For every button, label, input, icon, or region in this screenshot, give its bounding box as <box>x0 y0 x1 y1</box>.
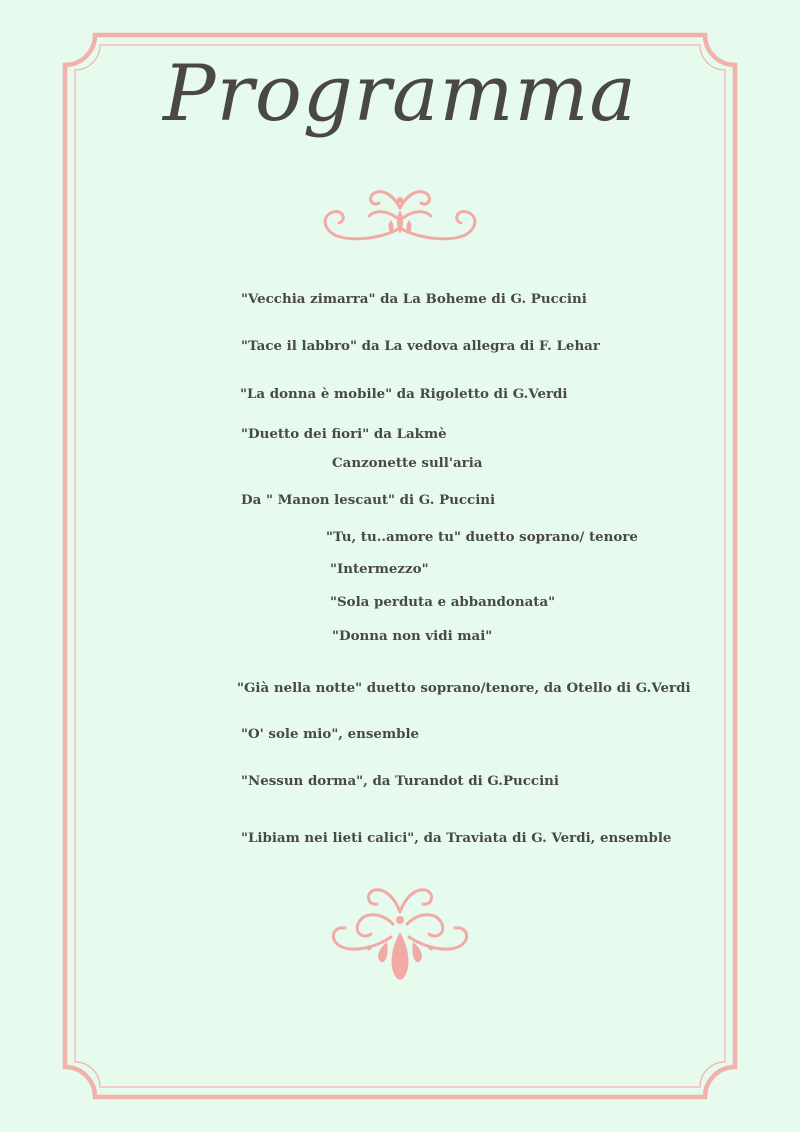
scroll-flourish-icon <box>315 180 485 250</box>
program-item: Canzonette sull'aria <box>332 455 483 471</box>
page-title: Programma <box>163 49 637 139</box>
program-item: "Intermezzo" <box>330 561 429 577</box>
program-item: "Vecchia zimarra" da La Boheme di G. Puccini <box>241 291 587 307</box>
program-item: "Tu, tu..amore tu" duetto soprano/ tenore <box>326 529 638 545</box>
damask-flourish-icon <box>325 882 475 984</box>
program-item: Da " Manon lescaut" di G. Puccini <box>241 492 496 508</box>
program-item: "Nessun dorma", da Turandot di G.Puccini <box>241 773 559 789</box>
program-item: "Tace il labbro" da La vedova allegra di F. Lehar <box>241 338 600 354</box>
program-item: "Sola perduta e abbandonata" <box>330 594 556 610</box>
program-item: "Libiam nei lieti calici", da Traviata di G. Verdi, ensemble <box>241 830 672 846</box>
program-item: "Già nella notte" duetto soprano/tenore, da Otello di G.Verdi <box>237 680 691 696</box>
program-item: "La donna è mobile" da Rigoletto di G.Verdi <box>240 386 568 402</box>
program-item: "Donna non vidi mai" <box>332 628 493 644</box>
program-item: "Duetto dei fiori" da Lakmè <box>241 426 447 442</box>
program-item: "O' sole mio", ensemble <box>241 726 420 742</box>
